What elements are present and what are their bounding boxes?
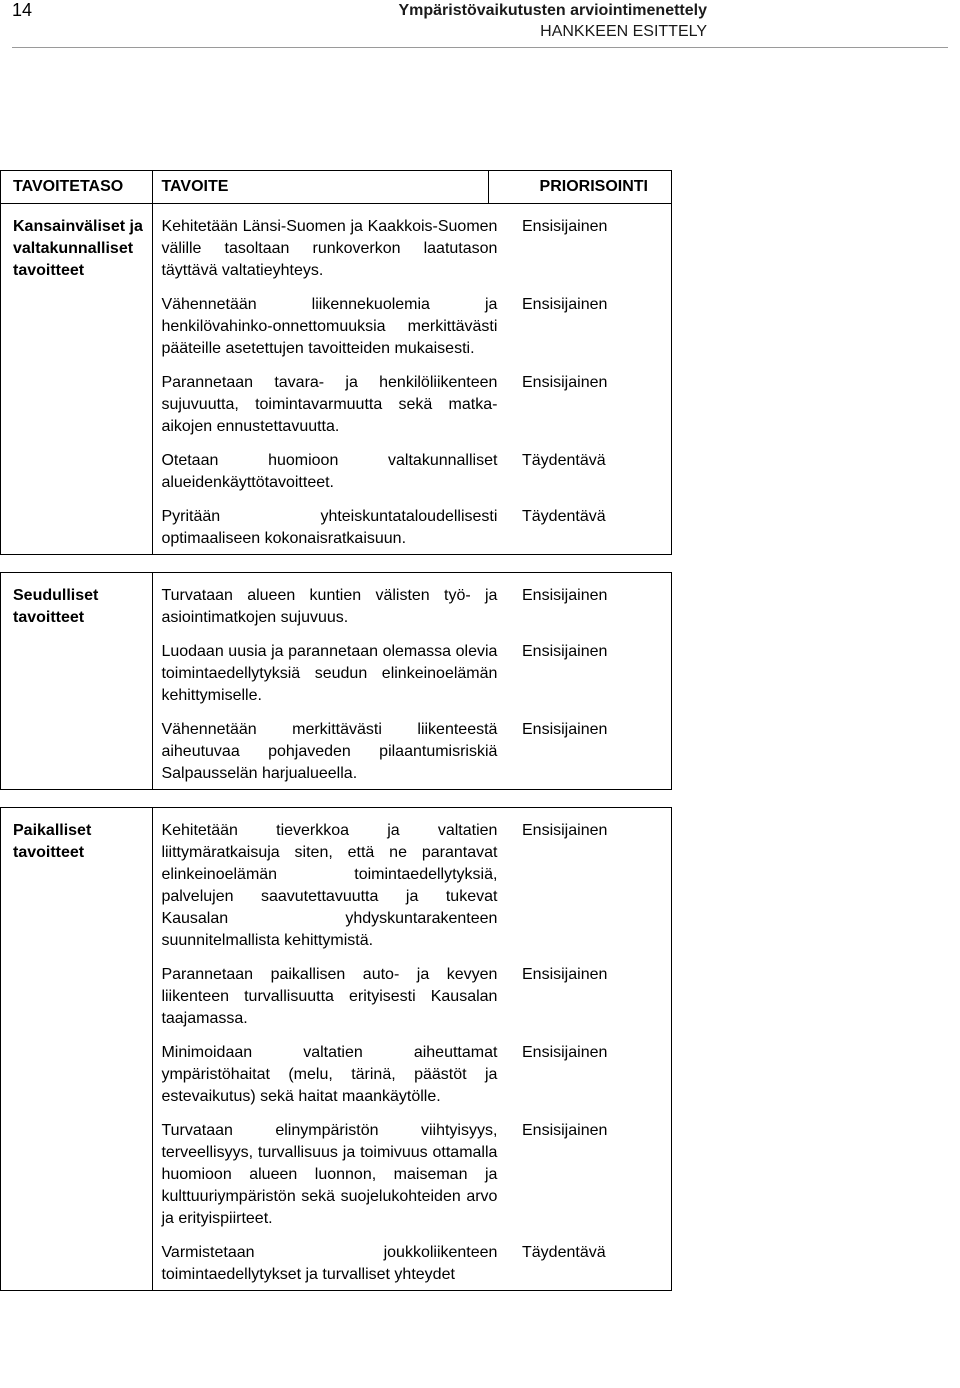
table-body	[1, 204, 672, 1309]
priority-value: Täydentävä	[522, 1244, 606, 1261]
goal-table	[0, 170, 672, 1308]
objective-text: Parannetaan tavara- ja henkilöliikenteen sujuvuutta, toimintavarmuutta sekä matka-aikojen ennustettavuutta.	[161, 374, 498, 435]
table-row	[1, 573, 672, 790]
objective-level-label: Paikalliset tavoitteet	[13, 822, 92, 861]
objective-item	[161, 372, 663, 438]
objective-text: Varmistetaan joukkoliikenteen toimintaedellytykset ja turvalliset yhteydet	[161, 1244, 498, 1283]
objective-item	[161, 585, 663, 629]
column-header-goal: TAVOITE	[153, 171, 489, 204]
objective-text: Otetaan huomioon valtakunnalliset alueidenkäyttötavoitteet.	[161, 452, 498, 491]
section-title: HANKKEEN ESITTELY	[540, 23, 707, 40]
priority-value: Täydentävä	[522, 452, 606, 469]
objective-item	[161, 641, 663, 707]
priority-value: Ensisijainen	[522, 822, 608, 839]
page-number: 14	[12, 0, 33, 20]
objective-item	[161, 216, 663, 282]
objective-text: Vähennetään liikennekuolemia ja henkilövahinko-onnettomuuksia merkittävästi pääteille asetettujen tavoitteiden mukaisesti.	[161, 296, 498, 357]
document-title: Ympäristövaikutusten arviointimenettely	[398, 2, 707, 19]
group-separator-cell	[1, 1291, 672, 1309]
priority-value: Ensisijainen	[522, 1122, 608, 1139]
objective-text: Turvataan elinympäristön viihtyisyys, terveellisyys, turvallisuus ja toimivuus ottamalla huomioon alueen luonnon, maiseman ja kulttuuriympäristön sekä suojelukohteiden arvo ja erityispiirteet.	[161, 1122, 498, 1227]
header-divider	[12, 47, 948, 48]
objective-item	[161, 1120, 663, 1230]
objective-text: Kehitetään tieverkkoa ja valtatien liittymäratkaisuja siten, että ne parantavat elinkeinoelämän toimintaedellytyksiä, palvelujen saavutettavuutta ja tukevat Kausalan yhdyskuntarakenteen suunnitelmallista kehittymistä.	[161, 822, 498, 949]
objectives-cell	[153, 573, 672, 790]
group-separator-cell	[1, 555, 672, 573]
objective-item	[161, 1242, 663, 1286]
objective-item	[161, 820, 663, 952]
table-header-row	[1, 171, 672, 204]
group-separator-cell	[1, 790, 672, 808]
objective-text: Luodaan uusia ja parannetaan olemassa olevia toimintaedellytyksiä seudun elinkeinoelämän kehittymiselle.	[161, 643, 498, 704]
objective-item	[161, 450, 663, 494]
priority-value: Ensisijainen	[522, 721, 608, 738]
running-title	[398, 0, 707, 42]
column-header-priority: PRIORISOINTI	[488, 171, 671, 204]
priority-value: Ensisijainen	[522, 296, 608, 313]
priority-value: Ensisijainen	[522, 374, 608, 391]
objective-item	[161, 294, 663, 360]
table-row	[1, 808, 672, 1291]
objective-text: Minimoidaan valtatien aiheuttamat ympäristöhaitat (melu, tärinä, päästöt ja estevaikutus) sekä haitat maankäytölle.	[161, 1044, 498, 1105]
objective-level-cell	[1, 808, 153, 1291]
priority-value: Täydentävä	[522, 508, 606, 525]
objective-text: Parannetaan paikallisen auto- ja kevyen liikenteen turvallisuutta erityisesti Kausalan taajamassa.	[161, 966, 498, 1027]
priority-value: Ensisijainen	[522, 643, 608, 660]
priority-value: Ensisijainen	[522, 1044, 608, 1061]
priority-value: Ensisijainen	[522, 218, 608, 235]
group-separator	[1, 790, 672, 808]
column-header-level: TAVOITETASO	[1, 171, 153, 204]
objective-text: Pyritään yhteiskuntataloudellisesti optimaaliseen kokonaisratkaisuun.	[161, 508, 498, 547]
objective-item	[161, 506, 663, 550]
priority-value: Ensisijainen	[522, 587, 608, 604]
objective-level-label: Seudulliset tavoitteet	[13, 587, 99, 626]
table-row	[1, 204, 672, 555]
objective-item	[161, 1042, 663, 1108]
objective-text: Kehitetään Länsi-Suomen ja Kaakkois-Suomen välille tasoltaan runkoverkon laatutason täyttävä valtatieyhteys.	[161, 218, 498, 279]
objectives-cell	[153, 808, 672, 1291]
objective-text: Vähennetään merkittävästi liikenteestä aiheutuvaa pohjaveden pilaantumisriskiä Salpausselän harjualueella.	[161, 721, 498, 782]
objective-item	[161, 964, 663, 1030]
objectives-cell	[153, 204, 672, 555]
objective-item	[161, 719, 663, 785]
objective-level-label: Kansainväliset ja valtakunnalliset tavoitteet	[13, 218, 143, 279]
priority-value: Ensisijainen	[522, 966, 608, 983]
objective-level-cell	[1, 204, 153, 555]
group-separator	[1, 555, 672, 573]
group-separator	[1, 1291, 672, 1309]
objective-text: Turvataan alueen kuntien välisten työ- ja asiointimatkojen sujuvuus.	[161, 587, 498, 626]
objective-level-cell	[1, 573, 153, 790]
